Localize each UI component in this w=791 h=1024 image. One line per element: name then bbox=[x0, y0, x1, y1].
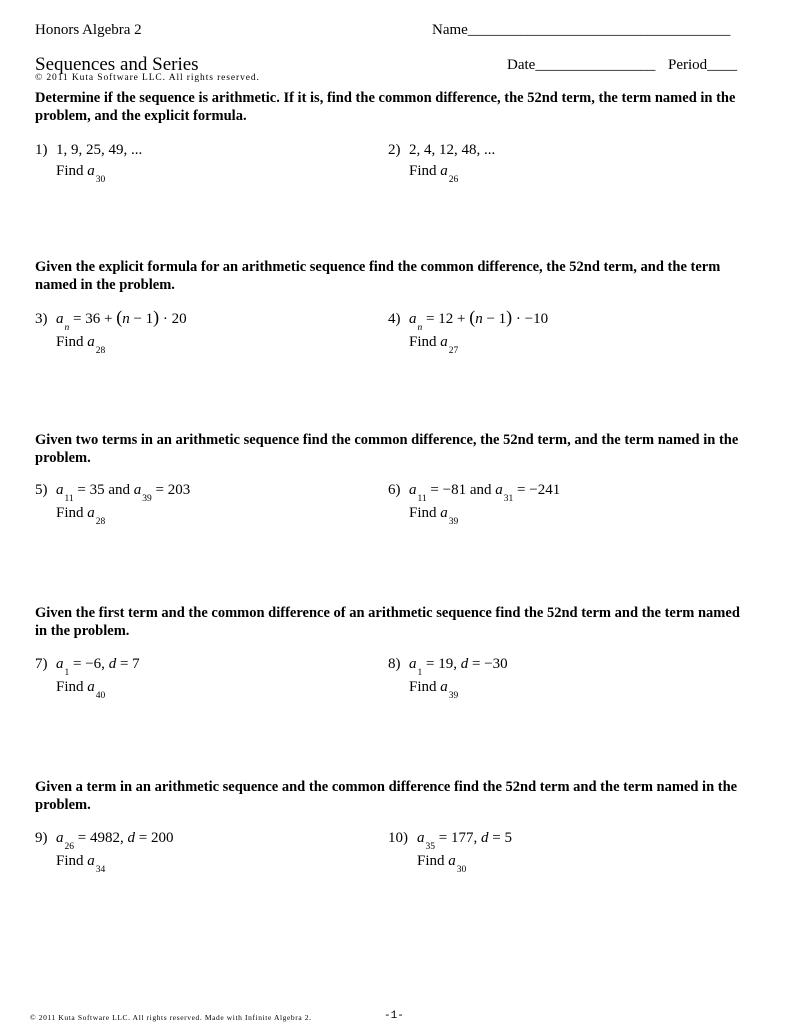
term-variable: a bbox=[495, 482, 503, 498]
d-variable: d bbox=[127, 830, 135, 846]
term-subscript: 39 bbox=[448, 691, 459, 701]
constant-term: 36 bbox=[85, 311, 101, 327]
term-subscript: 1 bbox=[417, 668, 423, 678]
term-subscript: 39 bbox=[142, 494, 152, 504]
find-label: Find bbox=[417, 853, 445, 869]
problem-10: 10) $a_{35} = 177$, d = 5 Find $a_{30}$ bbox=[388, 830, 512, 875]
instructions-section-3: Given two terms in an arithmetic sequence find the common difference, the 52nd term, and the term named in the problem. bbox=[35, 432, 739, 466]
problem-number: 4) bbox=[388, 311, 401, 327]
d-variable: d bbox=[460, 656, 469, 672]
term-subscript: 30 bbox=[95, 175, 106, 185]
find-label: Find bbox=[56, 853, 84, 869]
problem-5: 5) $a_{11} = 35$ and $a_{39} = 203$ Find $a_{28}$ bbox=[35, 482, 191, 527]
find-label: Find bbox=[409, 334, 437, 350]
problem-8: 8) $a_1 = 19$, d = −30 Find $a_{39}$ bbox=[388, 656, 508, 701]
term-variable: a bbox=[440, 505, 448, 521]
instructions-section-1: Determine if the sequence is arithmetic. If it is, find the common difference, the 52nd term, the term named in the problem, and the explicit formula. bbox=[35, 90, 736, 124]
term-variable: a bbox=[440, 163, 448, 179]
problem-number: 6) bbox=[388, 482, 401, 498]
course-title: Honors Algebra 2 bbox=[35, 22, 142, 38]
term-value: 177, bbox=[450, 830, 478, 846]
term-value: 4982, bbox=[89, 830, 124, 846]
term-variable: a bbox=[417, 830, 425, 846]
problem-number: 8) bbox=[388, 656, 401, 672]
term-variable: a bbox=[56, 656, 64, 672]
term-subscript: 31 bbox=[503, 494, 514, 504]
difference-value: 7 bbox=[132, 656, 140, 672]
term-subscript: 28 bbox=[95, 346, 106, 356]
term-value: −241 bbox=[529, 482, 561, 498]
problem-number: 2) bbox=[388, 142, 401, 158]
problem-6: 6) $a_{11} = -81$ and $a_{31} = -241$ Find $a_{39}$ bbox=[388, 482, 561, 527]
problem-4: 4) $a_n = 12 + (n - 1) \cdot -10$ Find $a_{27}$ bbox=[388, 307, 549, 356]
term-value: −81 bbox=[442, 482, 467, 498]
term-subscript: 30 bbox=[456, 865, 467, 875]
sequence-expression: 2, 4, 12, 48, ... bbox=[409, 142, 496, 158]
term-variable: a bbox=[56, 830, 64, 846]
name-field[interactable]: Name___________________________________ bbox=[432, 22, 731, 38]
term-subscript: 40 bbox=[95, 691, 106, 701]
instructions-section-4: Given the first term and the common difference of an arithmetic sequence find the 52nd term and the term named in the problem. bbox=[35, 605, 740, 639]
sequence-expression: 1, 9, 25, 49, ... bbox=[56, 142, 143, 158]
problem-1 bbox=[35, 141, 143, 185]
common-factor: −10 bbox=[524, 311, 549, 327]
term-subscript: 26 bbox=[64, 842, 74, 852]
term-variable: a bbox=[87, 679, 95, 695]
term-variable: a bbox=[87, 505, 95, 521]
term-value: 19, bbox=[438, 656, 457, 672]
problem-number: 7) bbox=[35, 656, 48, 672]
and-word: and bbox=[469, 482, 492, 498]
term-variable: a bbox=[409, 656, 417, 672]
instructions-section-2: Given the explicit formula for an arithmetic sequence find the common difference, the 52nd term, and the term named in the problem. bbox=[35, 259, 721, 293]
term-subscript: n bbox=[64, 323, 70, 333]
term-variable: a bbox=[440, 334, 448, 350]
term-subscript: 26 bbox=[448, 175, 459, 185]
term-variable: a bbox=[87, 163, 95, 179]
n-variable: n bbox=[475, 311, 483, 327]
term-variable: a bbox=[409, 311, 417, 327]
term-subscript: 34 bbox=[95, 865, 106, 875]
term-variable: a bbox=[56, 311, 64, 327]
term-subscript: 11 bbox=[417, 494, 427, 504]
find-label: Find bbox=[409, 505, 437, 521]
term-variable: a bbox=[409, 482, 417, 498]
find-label: Find bbox=[56, 163, 84, 179]
problem-9: 9) $a_{26} = 4982$, d = 200 Find $a_{34}$ bbox=[35, 830, 174, 875]
find-label: Find bbox=[56, 505, 84, 521]
problem-number: 5) bbox=[35, 482, 48, 498]
problem-number: 3) bbox=[35, 311, 48, 327]
common-factor: 20 bbox=[171, 311, 187, 327]
term-variable: a bbox=[56, 482, 64, 498]
term-value: −6, bbox=[85, 656, 105, 672]
term-subscript: 35 bbox=[425, 842, 435, 852]
term-subscript: 27 bbox=[448, 346, 459, 356]
n-variable: n bbox=[122, 311, 130, 327]
term-variable: a bbox=[87, 853, 95, 869]
term-variable: a bbox=[87, 334, 95, 350]
problem-7: 7) $a_1 = -6$, d = 7 Find $a_{40}$ bbox=[35, 656, 140, 701]
problem-number: 1) bbox=[35, 142, 48, 158]
term-subscript: 39 bbox=[448, 517, 459, 527]
operator: + bbox=[456, 311, 466, 327]
term-variable: a bbox=[440, 679, 448, 695]
problem-number: 10) bbox=[388, 830, 408, 846]
term-subscript: 11 bbox=[64, 494, 74, 504]
copyright-notice: © 2011 Kuta Software LLC. All rights reserved. bbox=[35, 73, 260, 83]
and-word: and bbox=[108, 482, 131, 498]
find-label: Find bbox=[56, 334, 84, 350]
constant-term: 12 bbox=[438, 311, 454, 327]
d-variable: d bbox=[108, 656, 117, 672]
term-subscript: 28 bbox=[95, 517, 106, 527]
page-title: Sequences and Series bbox=[35, 54, 199, 75]
period-field[interactable]: Period____ bbox=[668, 57, 738, 73]
find-label: Find bbox=[409, 679, 437, 695]
term-variable: a bbox=[133, 482, 142, 498]
term-subscript: 1 bbox=[64, 668, 70, 678]
problem-number: 9) bbox=[35, 830, 48, 846]
term-subscript: n bbox=[417, 323, 423, 333]
date-field[interactable]: Date________________ bbox=[507, 57, 656, 73]
problem-2 bbox=[388, 141, 496, 185]
term-value: 203 bbox=[167, 482, 191, 498]
operator: + bbox=[103, 311, 113, 327]
find-label: Find bbox=[409, 163, 437, 179]
d-variable: d bbox=[480, 830, 489, 846]
term-variable: a bbox=[448, 853, 456, 869]
footer-copyright: © 2011 Kuta Software LLC. All rights reserved. Made with Infinite Algebra 2. bbox=[30, 1013, 312, 1022]
term-value: 35 bbox=[89, 482, 105, 498]
difference-value: −30 bbox=[484, 656, 508, 672]
difference-value: 200 bbox=[150, 830, 174, 846]
page-number: -1- bbox=[384, 1010, 404, 1022]
find-label: Find bbox=[56, 679, 84, 695]
instructions-section-5: Given a term in an arithmetic sequence and the common difference find the 52nd term and the term named in the problem. bbox=[35, 779, 738, 813]
difference-value: 5 bbox=[504, 830, 512, 846]
problem-3: 3) $a_n = 36 + (n - 1) \cdot 20$ Find $a_{28}$ bbox=[35, 307, 187, 356]
